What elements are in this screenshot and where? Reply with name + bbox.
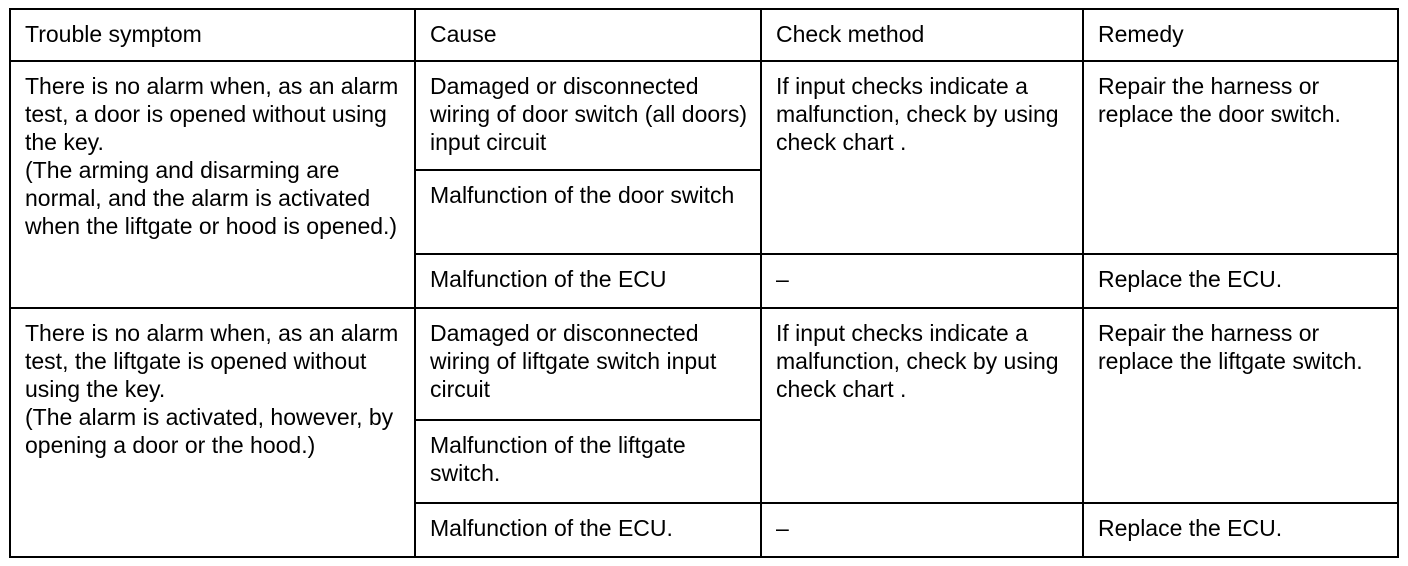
symptom-text: There is no alarm when, as an alarm test, a door is opened without using the key.: [25, 73, 399, 155]
remedy-cell: Replace the ECU.: [1083, 503, 1398, 557]
remedy-cell: Repair the harness or replace the liftgate switch.: [1083, 308, 1398, 503]
check-method-cell: –: [761, 254, 1083, 308]
remedy-cell: Replace the ECU.: [1083, 254, 1398, 308]
cause-cell: Malfunction of the ECU.: [415, 503, 761, 557]
cause-cell: Malfunction of the liftgate switch.: [415, 420, 761, 502]
cause-cell: Malfunction of the door switch: [415, 170, 761, 253]
symptom-text: There is no alarm when, as an alarm test, the liftgate is opened without using the key.: [25, 319, 399, 402]
trouble-table: [9, 8, 1399, 558]
header-trouble-symptom: Trouble symptom: [10, 9, 415, 61]
cause-cell: Damaged or disconnected wiring of liftgate switch input circuit: [415, 308, 761, 420]
symptom-cell-door: [10, 61, 415, 308]
remedy-cell: Repair the harness or replace the door switch.: [1083, 61, 1398, 254]
table-row: [10, 308, 1398, 420]
cause-cell: Damaged or disconnected wiring of door switch (all doors) input circuit: [415, 61, 761, 170]
check-method-cell: If input checks indicate a malfunction, check by using check chart .: [761, 308, 1083, 503]
header-remedy: Remedy: [1083, 9, 1398, 61]
header-check-method: Check method: [761, 9, 1083, 61]
check-method-cell: If input checks indicate a malfunction, check by using check chart .: [761, 61, 1083, 254]
header-cause: Cause: [415, 9, 761, 61]
table-row: [10, 61, 1398, 170]
cause-cell: Malfunction of the ECU: [415, 254, 761, 308]
check-method-cell: –: [761, 503, 1083, 557]
header-row: [10, 9, 1398, 61]
symptom-note: (The alarm is activated, however, by opening a door or the hood.): [25, 403, 394, 458]
symptom-cell-liftgate: [10, 308, 415, 557]
symptom-note: (The arming and disarming are normal, and the alarm is activated when the liftgate or hood is opened.): [25, 157, 398, 239]
